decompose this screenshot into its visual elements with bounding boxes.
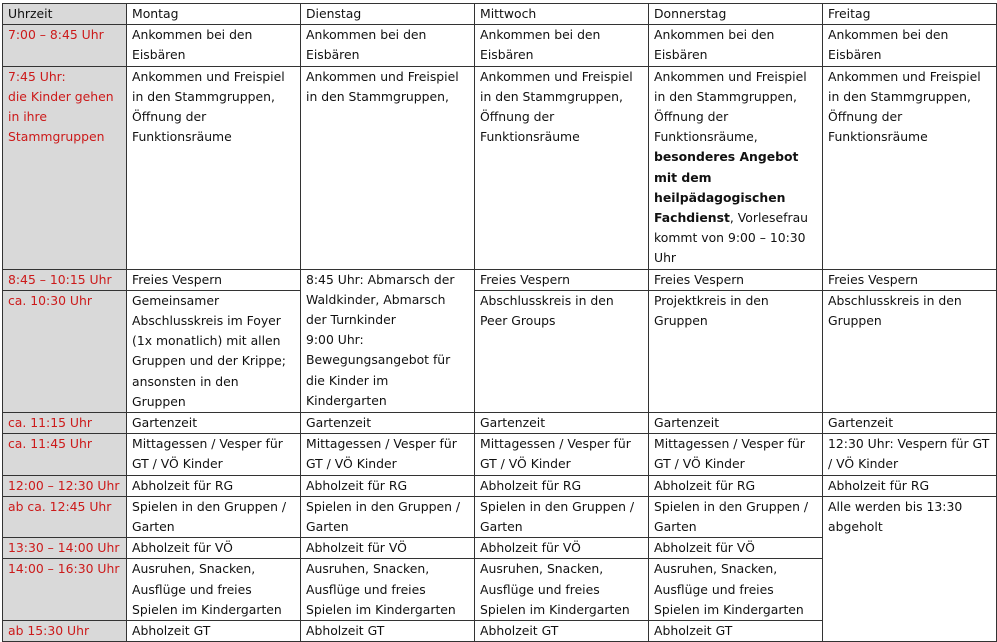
table-row [3,434,997,475]
table-row [3,413,997,434]
time-cell: 8:45 – 10:15 Uhr [3,269,127,290]
cell-monday: Freies Vespern [127,269,301,290]
header-time: Uhrzeit [3,4,127,25]
cell-monday: Gartenzeit [127,413,301,434]
cell-thursday: Ausruhen, Snacken, Ausflüge und freies Spielen im Kindergarten [649,559,823,621]
cell-wednesday: Spielen in den Gruppen / Garten [475,496,649,537]
cell-wednesday: Mittagessen / Vesper für GT / VÖ Kinder [475,434,649,475]
cell-tuesday: Mittagessen / Vesper für GT / VÖ Kinder [301,434,475,475]
cell-tuesday: Abholzeit für VÖ [301,538,475,559]
cell-wednesday: Freies Vespern [475,269,649,290]
time-cell: ab ca. 12:45 Uhr [3,496,127,537]
time-cell: ab 15:30 Uhr [3,621,127,642]
cell-wednesday: Ausruhen, Snacken, Ausflüge und freies Spielen im Kindergarten [475,559,649,621]
cell-monday: Ankommen bei den Eisbären [127,25,301,66]
table-row [3,25,997,66]
cell-monday: Abholzeit für RG [127,475,301,496]
cell-thursday: Spielen in den Gruppen / Garten [649,496,823,537]
special-offer-text: besonderes Angebot mit dem heilpädagogischen Fachdienst [654,149,799,226]
cell-monday: Mittagessen / Vesper für GT / VÖ Kinder [127,434,301,475]
table-row [3,496,997,537]
header-day-thursday: Donnerstag [649,4,823,25]
cell-wednesday: Gartenzeit [475,413,649,434]
thursday-text: Ankommen und Freispiel in den Stammgruppen, Öffnung der Funktionsräume, [654,68,807,145]
cell-friday: Gartenzeit [823,413,997,434]
time-cell: 14:00 – 16:30 Uhr [3,559,127,621]
cell-tuesday: Gartenzeit [301,413,475,434]
cell-friday: 12:30 Uhr: Vespern für GT / VÖ Kinder [823,434,997,475]
time-cell: 12:00 – 12:30 Uhr [3,475,127,496]
cell-wednesday: Abschlusskreis in den Peer Groups [475,290,649,412]
table-row [3,290,997,412]
time-cell: ca. 10:30 Uhr [3,290,127,412]
time-cell: 13:30 – 14:00 Uhr [3,538,127,559]
cell-wednesday: Abholzeit GT [475,621,649,642]
cell-friday: Abholzeit für RG [823,475,997,496]
weekly-schedule-table [2,3,997,642]
header-day-friday: Freitag [823,4,997,25]
cell-monday: Ausruhen, Snacken, Ausflüge und freies Spielen im Kindergarten [127,559,301,621]
cell-thursday: Abholzeit für VÖ [649,538,823,559]
cell-thursday: Mittagessen / Vesper für GT / VÖ Kinder [649,434,823,475]
cell-tuesday: Abholzeit GT [301,621,475,642]
cell-tuesday: Ankommen und Freispiel in den Stammgruppen, [301,66,475,269]
table-row [3,66,997,269]
time-cell: ca. 11:45 Uhr [3,434,127,475]
reading-lady-text: , Vorlesefrau kommt von 9:00 – 10:30 Uhr [654,210,809,266]
header-row [3,4,997,25]
table-row [3,269,997,290]
cell-tuesday: Ankommen bei den Eisbären [301,25,475,66]
cell-friday: Freies Vespern [823,269,997,290]
cell-thursday: Projektkreis in den Gruppen [649,290,823,412]
time-cell: ca. 11:15 Uhr [3,413,127,434]
cell-wednesday: Abholzeit für VÖ [475,538,649,559]
cell-friday: Ankommen und Freispiel in den Stammgruppen, Öffnung der Funktionsräume [823,66,997,269]
cell-tuesday: Ausruhen, Snacken, Ausflüge und freies Spielen im Kindergarten [301,559,475,621]
cell-friday: Ankommen bei den Eisbären [823,25,997,66]
cell-thursday: Ankommen bei den Eisbären [649,25,823,66]
header-day-monday: Montag [127,4,301,25]
cell-monday: Abholzeit für VÖ [127,538,301,559]
cell-friday: Abschlusskreis in den Gruppen [823,290,997,412]
header-day-tuesday: Dienstag [301,4,475,25]
cell-tuesday: Abholzeit für RG [301,475,475,496]
cell-wednesday: Abholzeit für RG [475,475,649,496]
cell-monday: Abholzeit GT [127,621,301,642]
cell-monday: Gemeinsamer Abschlusskreis im Foyer (1x monatlich) mit allen Gruppen und der Krippe; ansonsten in den Gruppen [127,290,301,412]
time-cell: 7:00 – 8:45 Uhr [3,25,127,66]
cell-friday-pickup: Alle werden bis 13:30 abgeholt [823,496,997,641]
header-day-wednesday: Mittwoch [475,4,649,25]
table-row [3,475,997,496]
cell-tuesday-special: 8:45 Uhr: Abmarsch der Waldkinder, Abmarsch der Turnkinder 9:00 Uhr: Bewegungsangebot für die Kinder im Kindergarten [301,269,475,412]
cell-thursday: Gartenzeit [649,413,823,434]
cell-thursday [649,66,823,269]
cell-monday: Spielen in den Gruppen / Garten [127,496,301,537]
cell-monday: Ankommen und Freispiel in den Stammgruppen, Öffnung der Funktionsräume [127,66,301,269]
cell-thursday: Freies Vespern [649,269,823,290]
cell-wednesday: Ankommen bei den Eisbären [475,25,649,66]
time-cell: 7:45 Uhr: die Kinder gehen in ihre Stammgruppen [3,66,127,269]
cell-thursday: Abholzeit für RG [649,475,823,496]
cell-wednesday: Ankommen und Freispiel in den Stammgruppen, Öffnung der Funktionsräume [475,66,649,269]
cell-tuesday: Spielen in den Gruppen / Garten [301,496,475,537]
cell-thursday: Abholzeit GT [649,621,823,642]
